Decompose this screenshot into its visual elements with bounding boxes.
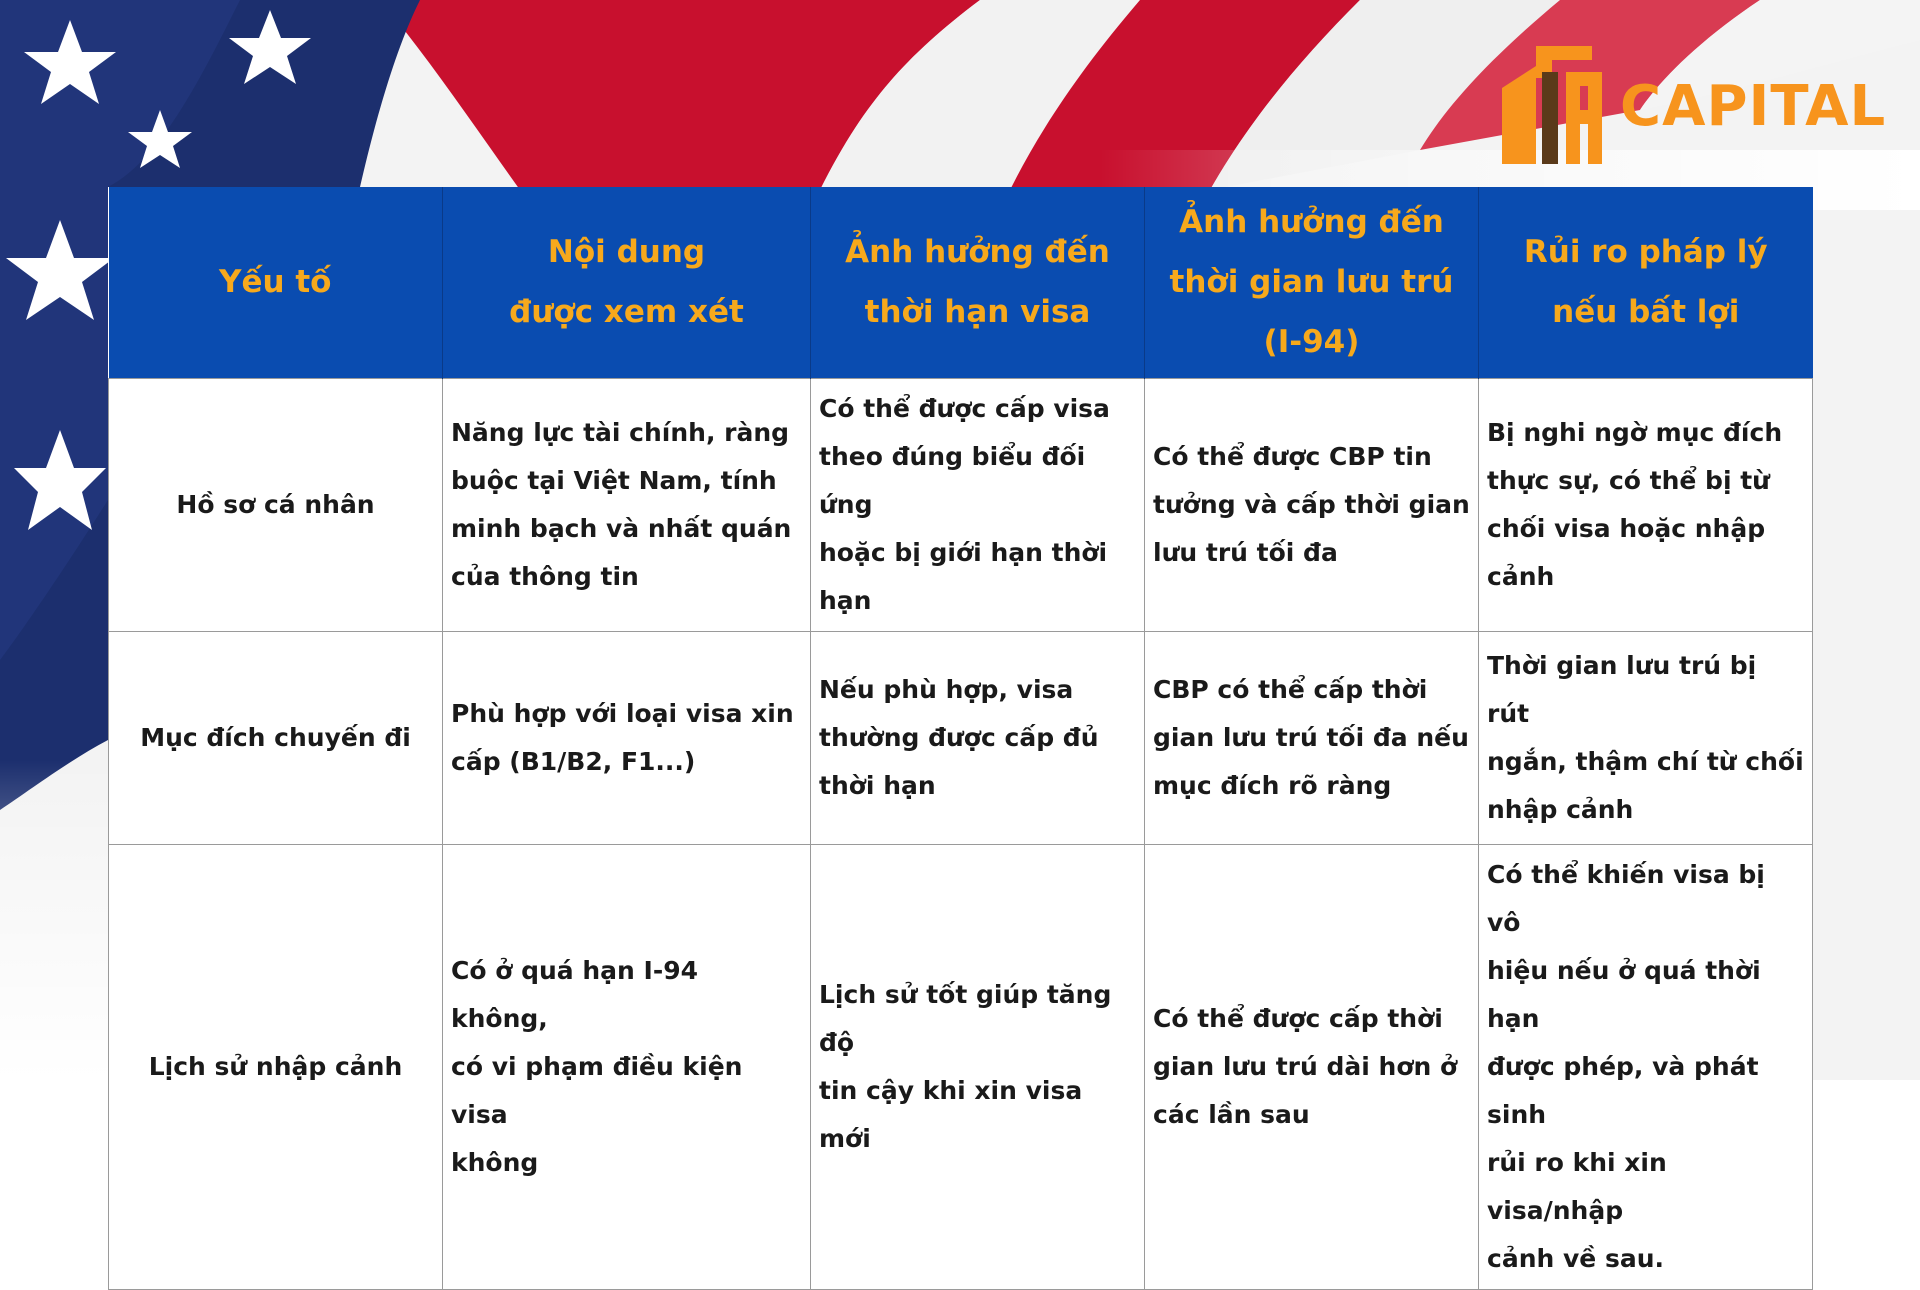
cell-line: được xem xét — [509, 294, 744, 331]
cell-line: của thông tin — [451, 561, 639, 591]
cell-legal-risk — [1479, 378, 1813, 631]
cell-line: CBP có thể cấp thời — [1153, 674, 1428, 704]
cell-line: tưởng và cấp thời gian — [1153, 489, 1470, 519]
cell-legal-risk — [1479, 844, 1813, 1289]
cell-line: thực sự, có thể bị từ — [1487, 465, 1770, 495]
cell-line: chối visa hoặc nhập — [1487, 513, 1766, 543]
cell-line: các lần sau — [1153, 1099, 1310, 1129]
table-row — [109, 631, 1813, 844]
cell-line: thời gian lưu trú — [1169, 264, 1454, 301]
visa-factors-table — [108, 187, 1813, 1290]
cell-line: Có thể khiến visa bị vô — [1487, 859, 1765, 937]
cell-line: Thời gian lưu trú bị rút — [1487, 650, 1757, 728]
cell-line: Yếu tố — [219, 264, 332, 301]
cell-line: tin cậy khi xin visa mới — [819, 1075, 1083, 1153]
cell-line: hạn — [819, 585, 872, 615]
cell-visa-term — [811, 844, 1145, 1289]
cell-factor: Mục đích chuyến đi — [109, 631, 443, 844]
cell-line: minh bạch và nhất quán — [451, 513, 792, 543]
cell-stay-time — [1145, 378, 1479, 631]
cell-line: theo đúng biểu đối ứng — [819, 441, 1086, 519]
comparison-table-container — [108, 187, 1812, 1290]
cell-line: không — [451, 1147, 539, 1177]
cell-line: Ảnh hưởng đến — [845, 234, 1110, 271]
cell-line: Nếu phù hợp, visa — [819, 674, 1074, 704]
cell-visa-term — [811, 378, 1145, 631]
cell-line: cảnh về sau. — [1487, 1243, 1664, 1273]
cell-line: Rủi ro pháp lý — [1523, 234, 1768, 271]
cell-legal-risk — [1479, 631, 1813, 844]
cell-line: rủi ro khi xin visa/nhập — [1487, 1147, 1667, 1225]
cell-line: có vi phạm điều kiện visa — [451, 1051, 743, 1129]
cell-line: cấp (B1/B2, F1...) — [451, 746, 696, 776]
cell-line: hoặc bị giới hạn thời — [819, 537, 1108, 567]
header-stay-time-impact — [1145, 187, 1479, 378]
cell-visa-term — [811, 631, 1145, 844]
cell-line: nếu bất lợi — [1552, 294, 1740, 331]
cell-line: thời hạn — [819, 770, 936, 800]
table-row — [109, 378, 1813, 631]
header-content-reviewed — [443, 187, 811, 378]
table-row — [109, 844, 1813, 1289]
cell-line: Có ở quá hạn I-94 không, — [451, 955, 699, 1033]
cell-content — [443, 844, 811, 1289]
cell-content — [443, 631, 811, 844]
cell-line: Năng lực tài chính, ràng — [451, 417, 790, 447]
cell-line: buộc tại Việt Nam, tính — [451, 465, 777, 495]
cell-stay-time — [1145, 631, 1479, 844]
cell-line: thường được cấp đủ — [819, 722, 1099, 752]
cell-content — [443, 378, 811, 631]
cell-line: Có thể được cấp thời — [1153, 1003, 1443, 1033]
header-factor — [109, 187, 443, 378]
cell-line: Phù hợp với loại visa xin — [451, 698, 794, 728]
header-visa-term-impact — [811, 187, 1145, 378]
cell-line: thời hạn visa — [864, 294, 1091, 331]
cell-line: nhập cảnh — [1487, 794, 1634, 824]
cell-line: được phép, và phát sinh — [1487, 1051, 1759, 1129]
cell-line: gian lưu trú tối đa nếu — [1153, 722, 1469, 752]
cell-line: cảnh — [1487, 561, 1555, 591]
brand-name: CAPITAL — [1620, 73, 1887, 139]
cell-line: lưu trú tối đa — [1153, 537, 1338, 567]
cell-line: Bị nghi ngờ mục đích — [1487, 417, 1783, 447]
cell-line: Lịch sử tốt giúp tăng độ — [819, 979, 1112, 1057]
cell-line: Có thể được cấp visa — [819, 393, 1110, 423]
brand-logo — [1496, 36, 1886, 176]
cell-line: hiệu nếu ở quá thời hạn — [1487, 955, 1761, 1033]
table-header-row — [109, 187, 1813, 378]
cell-line: Nội dung — [547, 234, 706, 271]
gia-monogram-logo-icon — [1496, 36, 1608, 176]
cell-line: mục đích rõ ràng — [1153, 770, 1392, 800]
cell-line: gian lưu trú dài hơn ở — [1153, 1051, 1458, 1081]
cell-factor: Hồ sơ cá nhân — [109, 378, 443, 631]
cell-line: Ảnh hưởng đến — [1179, 204, 1444, 241]
cell-stay-time — [1145, 844, 1479, 1289]
cell-line: Có thể được CBP tin — [1153, 441, 1432, 471]
header-legal-risk — [1479, 187, 1813, 378]
cell-factor: Lịch sử nhập cảnh — [109, 844, 443, 1289]
cell-line: ngắn, thậm chí từ chối — [1487, 746, 1804, 776]
cell-line: (I-94) — [1263, 324, 1360, 361]
